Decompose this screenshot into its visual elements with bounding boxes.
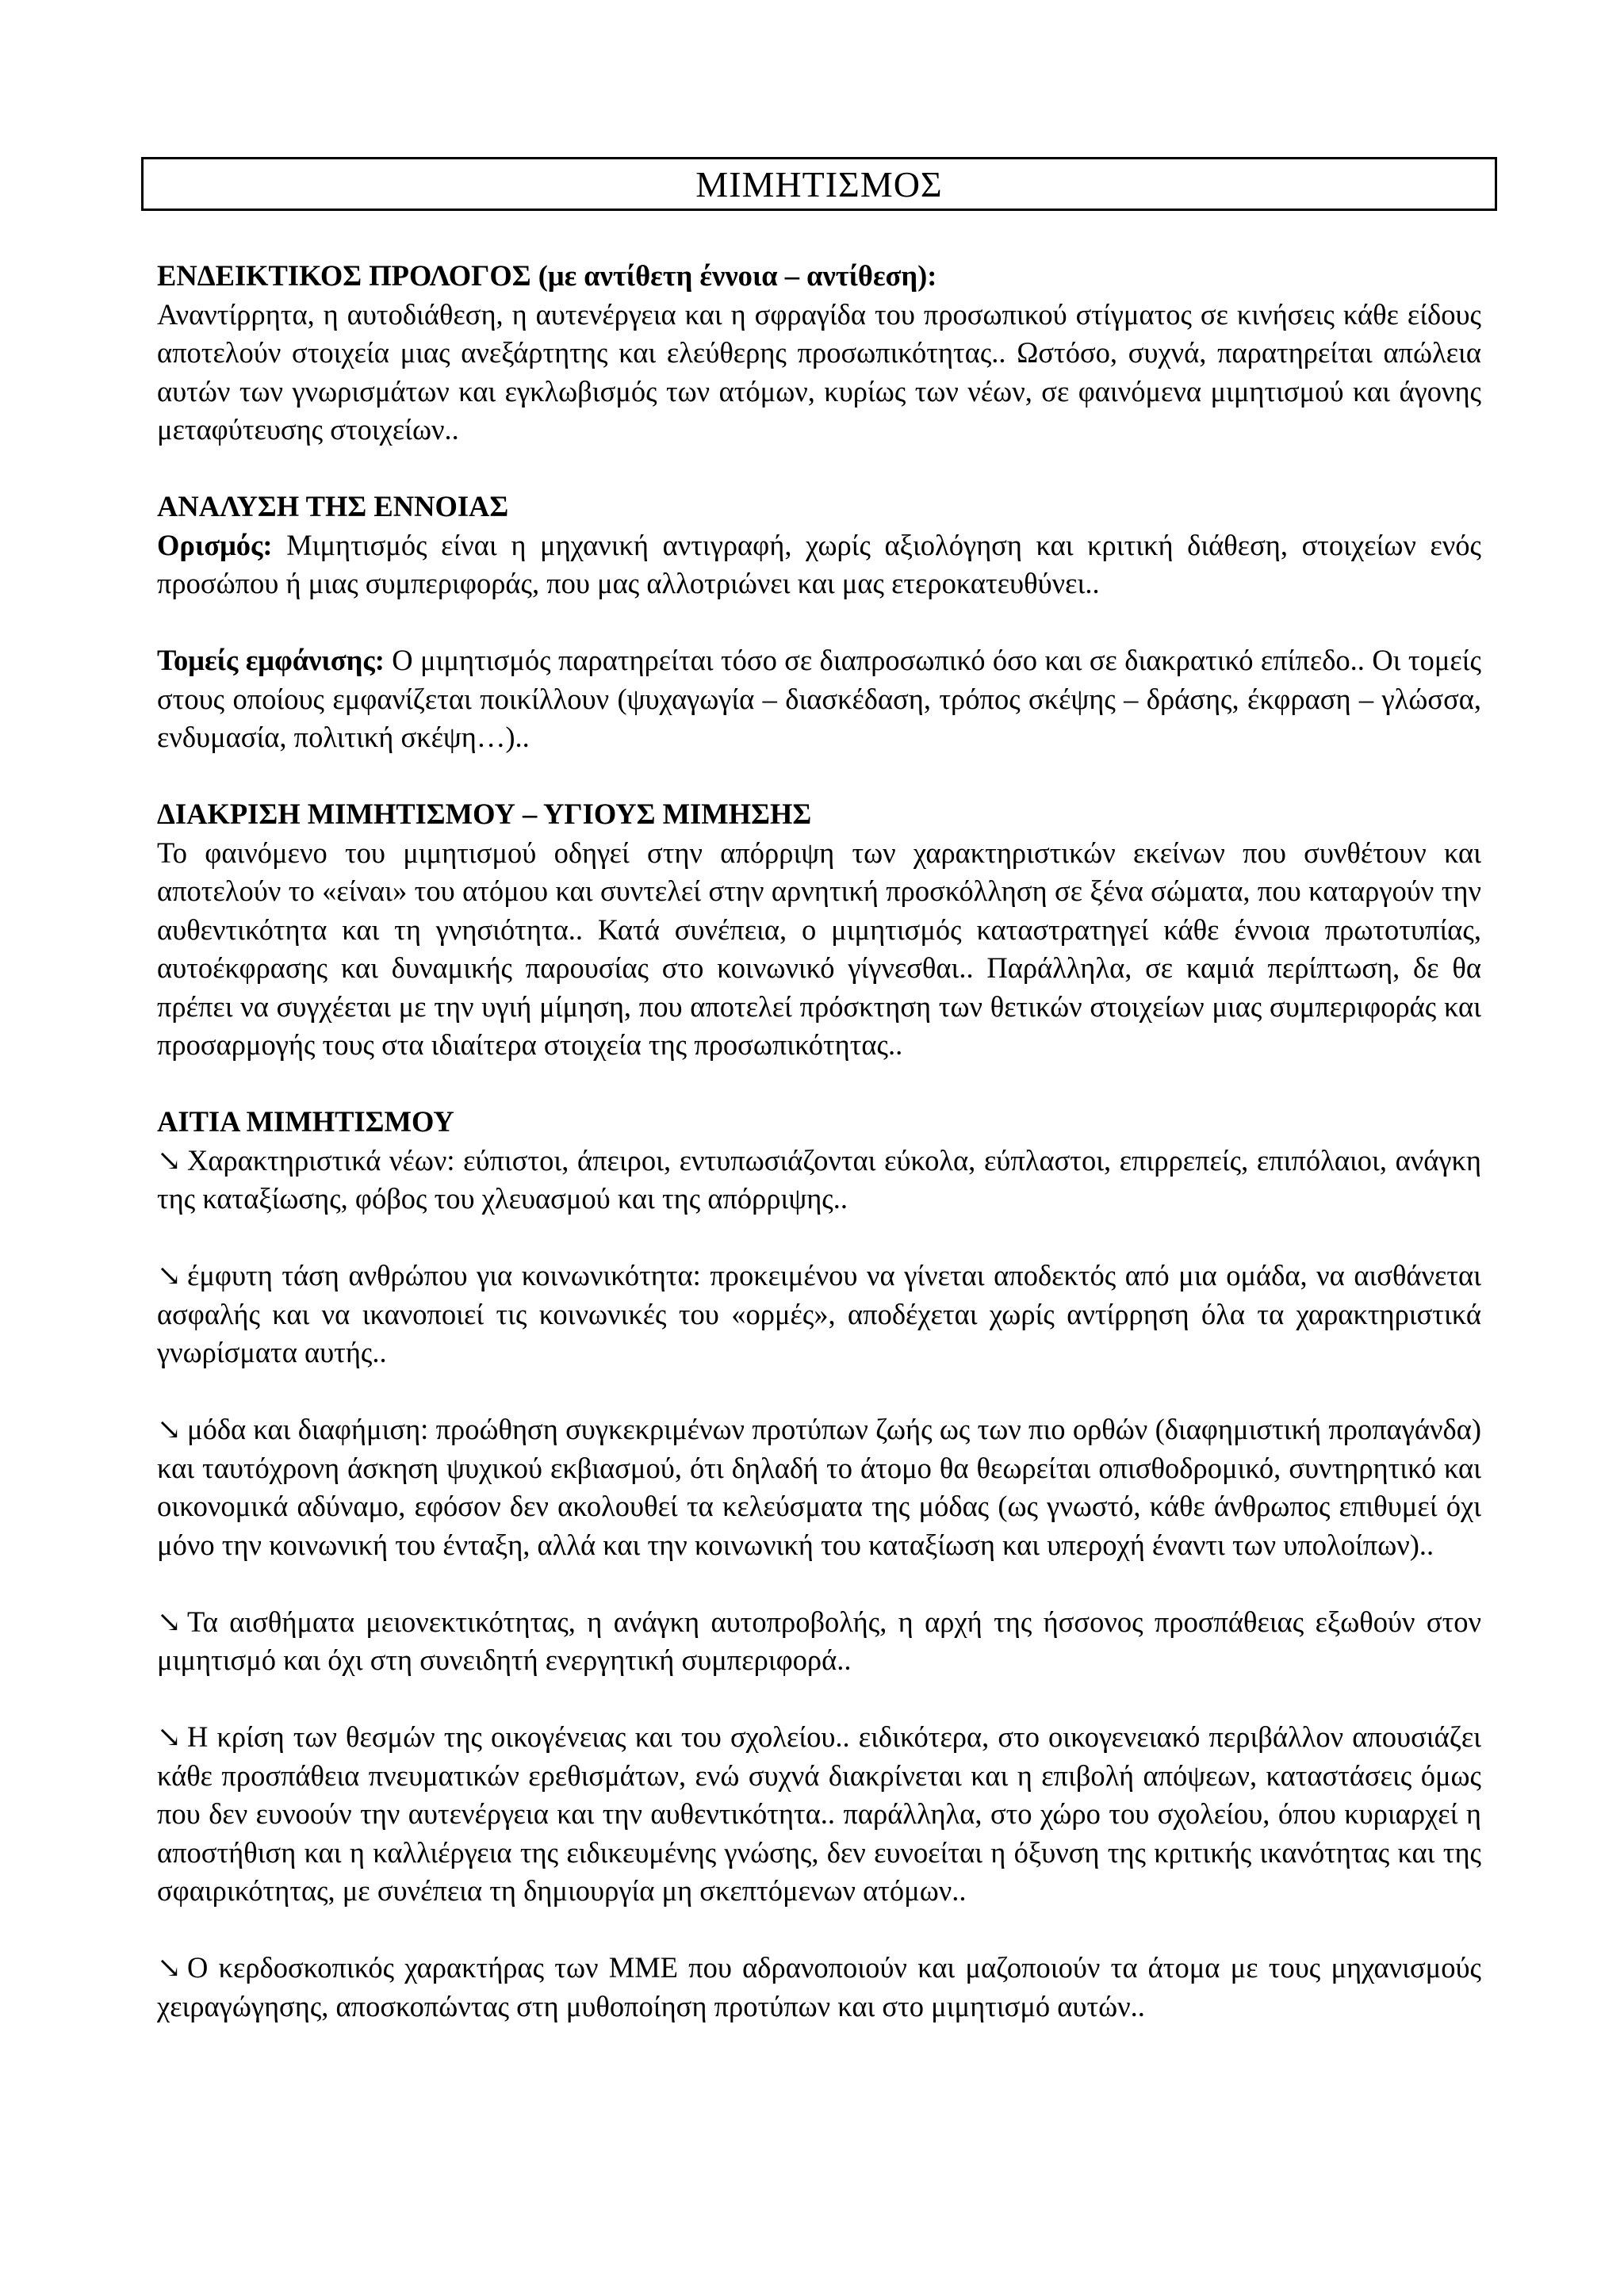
arrow-bullet-icon: ↘ bbox=[157, 1259, 182, 1292]
cause-text: μόδα και διαφήμιση: προώθηση συγκεκριμένων προτύπων ζωής ως των πιο ορθών (διαφημιστική προπαγάνδα) και ταυτόχρονη άσκηση ψυχικού εκβιασμού, ότι δηλαδή το άτομο θα θεωρείται οπισθοδρομικό, συντηρητικό και οικονομικά αδύναμο, εφόσον δεν ακολουθεί τα κελεύσματα της μόδας (ως γνωστό, κάθε άνθρωπος επιθυμεί όχι μόνο την κοινωνική του ένταξη, αλλά και την κοινωνική του καταξίωση και υπεροχή έναντι των υπολοίπων).. bbox=[157, 1413, 1481, 1561]
arrow-bullet-icon: ↘ bbox=[157, 1143, 182, 1177]
definition-paragraph bbox=[157, 526, 1481, 603]
cause-item bbox=[157, 1949, 1481, 2026]
causes-heading: ΑΙΤΙΑ ΜΙΜΗΤΙΣΜΟΥ bbox=[157, 1105, 454, 1138]
distinction-text: Το φαινόμενο του μιμητισμού οδηγεί στην απόρριψη των χαρακτηριστικών εκείνων που συνθέτουν και αποτελούν το «είναι» του ατόμου και συντελεί στην αρνητική προσκόλληση σε ξένα σώματα, που καταργούν την αυθεντικότητα και τη γνησιότητα.. Κατά συνέπεια, ο μιμητισμός καταστρατηγεί κάθε έννοια πρωτοτυπίας, αυτοέκφρασης και δυναμικής παρουσίας στο κοινωνικό γίγνεσθαι.. Παράλληλα, σε καμιά περίπτωση, δε θα πρέπει να συγχέεται με την υγιή μίμηση, που αποτελεί πρόσκτηση των θετικών στοιχείων μιας συμπεριφοράς και προσαρμογής τους στα ιδιαίτερα στοιχεία της προσωπικότητας.. bbox=[157, 836, 1481, 1061]
prologue-text: Αναντίρρητα, η αυτοδιάθεση, η αυτενέργεια και η σφραγίδα του προσωπικού στίγματος σε κινήσεις κάθε είδους αποτελούν στοιχεία μιας ανεξάρτητης και ελεύθερης προσωπικότητας.. Ωστόσο, συχνά, παρατηρείται απώλεια αυτών των γνωρισμάτων και εγκλωβισμός των ατόμων, κυρίως των νέων, σε φαινόμενα μιμητισμού και άγονης μεταφύτευσης στοιχείων.. bbox=[157, 297, 1481, 446]
areas-paragraph bbox=[157, 641, 1481, 757]
cause-item bbox=[157, 1410, 1481, 1564]
areas-text: Ο μιμητισμός παρατηρείται τόσο σε διαπροσωπικό όσο και σε διακρατικό επίπεδο.. Οι τομείς στους οποίους εμφανίζεται ποικίλλουν (ψυχαγωγία – διασκέδαση, τρόπος σκέψης – δράσης, έκφραση – γλώσσα, ενδυμασία, πολιτική σκέψη…).. bbox=[157, 644, 1481, 753]
prologue-heading: ΕΝΔΕΙΚΤΙΚΟΣ ΠΡΟΛΟΓΟΣ (με αντίθετη έννοια – αντίθεση): bbox=[157, 259, 937, 292]
definition-text: Μιμητισμός είναι η μηχανική αντιγραφή, χωρίς αξιολόγηση και κριτική διάθεση, στοιχείων ενός προσώπου ή μιας συμπεριφοράς, που μας αλλοτριώνει και μας ετεροκατευθύνει.. bbox=[157, 528, 1481, 599]
definition-label: Ορισμός: bbox=[157, 528, 273, 561]
cause-item bbox=[157, 1603, 1481, 1680]
document-body bbox=[157, 257, 1481, 2026]
arrow-bullet-icon: ↘ bbox=[157, 1951, 182, 1984]
document-page bbox=[157, 157, 1481, 2026]
cause-item bbox=[157, 1718, 1481, 1911]
cause-item bbox=[157, 1257, 1481, 1372]
distinction-heading: ΔΙΑΚΡΙΣΗ ΜΙΜΗΤΙΣΜΟΥ – ΥΓΙΟΥΣ ΜΙΜΗΣΗΣ bbox=[157, 798, 812, 830]
arrow-bullet-icon: ↘ bbox=[157, 1720, 182, 1753]
cause-text: Τα αισθήματα μειονεκτικότητας, η ανάγκη αυτοπροβολής, η αρχή της ήσσονος προσπάθειας εξωθούν στον μιμητισμό και όχι στη συνειδητή ενεργητική συμπεριφορά.. bbox=[157, 1605, 1481, 1676]
cause-text: έμφυτη τάση ανθρώπου για κοινωνικότητα: προκειμένου να γίνεται αποδεκτός από μια ομάδα, να αισθάνεται ασφαλής και να ικανοποιεί τις κοινωνικές του «ορμές», αποδέχεται χωρίς αντίρρηση όλα τα χαρακτηριστικά γνωρίσματα αυτής.. bbox=[157, 1259, 1481, 1368]
title-box bbox=[141, 157, 1497, 211]
cause-text: Ο κερδοσκοπικός χαρακτήρας των ΜΜΕ που αδρανοποιούν και μαζοποιούν τα άτομα με τους μηχανισμούς χειραγώγησης, αποσκοπώντας στη μυθοποίηση προτύπων και στο μιμητισμό αυτών.. bbox=[157, 1951, 1481, 2022]
cause-item bbox=[157, 1142, 1481, 1219]
analysis-heading: ΑΝΑΛΥΣΗ ΤΗΣ ΕΝΝΟΙΑΣ bbox=[157, 490, 509, 522]
page-title: ΜΙΜΗΤΙΣΜΟΣ bbox=[695, 163, 943, 205]
cause-text: Η κρίση των θεσμών της οικογένειας και του σχολείου.. ειδικότερα, στο οικογενειακό περιβάλλον απουσιάζει κάθε προσπάθεια πνευματικών ερεθισμάτων, ενώ συχνά διακρίνεται και η επιβολή απόψεων, καταστάσεις όμως που δεν ευνοούν την αυτενέργεια και την αυθεντικότητα.. παράλληλα, στο χώρο του σχολείου, όπου κυριαρχεί η αποστήθιση και η καλλιέργεια της ειδικευμένης γνώσης, δεν ευνοείται η όξυνση της κριτικής ικανότητας και της σφαιρικότητας, με συνέπεια τη δημιουργία μη σκεπτόμενων ατόμων.. bbox=[157, 1720, 1481, 1907]
areas-label: Τομείς εμφάνισης: bbox=[157, 644, 385, 676]
arrow-bullet-icon: ↘ bbox=[157, 1605, 182, 1638]
arrow-bullet-icon: ↘ bbox=[157, 1413, 182, 1445]
cause-text: Χαρακτηριστικά νέων: εύπιστοι, άπειροι, εντυπωσιάζονται εύκολα, εύπλαστοι, επιρρεπείς, επιπόλαιοι, ανάγκη της καταξίωσης, φόβος του χλευασμού και της απόρριψης.. bbox=[157, 1143, 1481, 1215]
